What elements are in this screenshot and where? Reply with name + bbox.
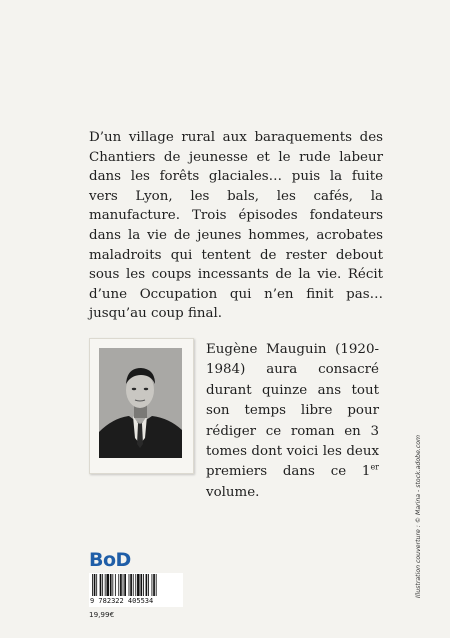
price-label: 19,99€ [89, 610, 115, 619]
barcode-bar [135, 574, 136, 596]
author-bio [206, 340, 379, 503]
barcode-bar [129, 574, 130, 596]
publisher-logo: BoD [89, 549, 131, 571]
barcode-bar [94, 574, 96, 596]
barcode-bar [100, 574, 102, 596]
barcode-bar [148, 574, 149, 596]
back-cover-blurb: D’un village rural aux baraquements des Chantiers de jeunesse et le rude labeur dans les forêts glaciales… puis la fuite vers Lyon, les bals, les cafés, la manufacture. Trois épisodes fondateurs dans la vie de jeunes hommes, acrobates maladroits qui tentent de rester debout sous les coups incessants de la vie. Récit d’une Occupation qui n’en finit pas… jusqu’au coup final. [89, 130, 383, 322]
barcode-bar [123, 574, 124, 596]
barcode-bar [120, 574, 122, 596]
barcode-bar [112, 574, 113, 596]
barcode-bar [92, 574, 93, 596]
author-bio-superscript: er [370, 462, 379, 472]
barcode-bar [110, 574, 112, 596]
barcode-bar [133, 574, 134, 596]
barcode-bar [156, 574, 157, 596]
barcode-bar [146, 574, 148, 596]
barcode-bar [152, 574, 153, 596]
barcode-bar [143, 574, 144, 596]
author-bio-tail: volume. [206, 484, 260, 500]
isbn-digits: 9 782322 405534 [90, 597, 154, 605]
barcode-bar [105, 574, 106, 596]
author-photo [89, 338, 194, 474]
cover-illustration-credit: Illustration couverture : © Marina - stock.adobe.com [415, 434, 422, 598]
isbn-barcode [89, 573, 183, 607]
barcode-bar [140, 574, 142, 596]
barcode-bar [96, 574, 97, 596]
author-portrait-image [99, 348, 182, 458]
barcode-bar [115, 574, 116, 596]
barcode-bar [124, 574, 126, 596]
barcode-bar [130, 574, 132, 596]
barcode-bar [102, 574, 103, 596]
barcode-bar [118, 574, 119, 596]
barcode-bar [106, 574, 109, 596]
author-bio-text: Eugène Mauguin (1920-1984) aura consacré durant quinze ans tout son temps libre pour rédiger ce roman en 3 tomes dont voici les deux premiers dans ce 1 [206, 342, 379, 480]
barcode-bar [153, 574, 155, 596]
barcode-bars [89, 573, 183, 597]
barcode-bar [137, 574, 140, 596]
